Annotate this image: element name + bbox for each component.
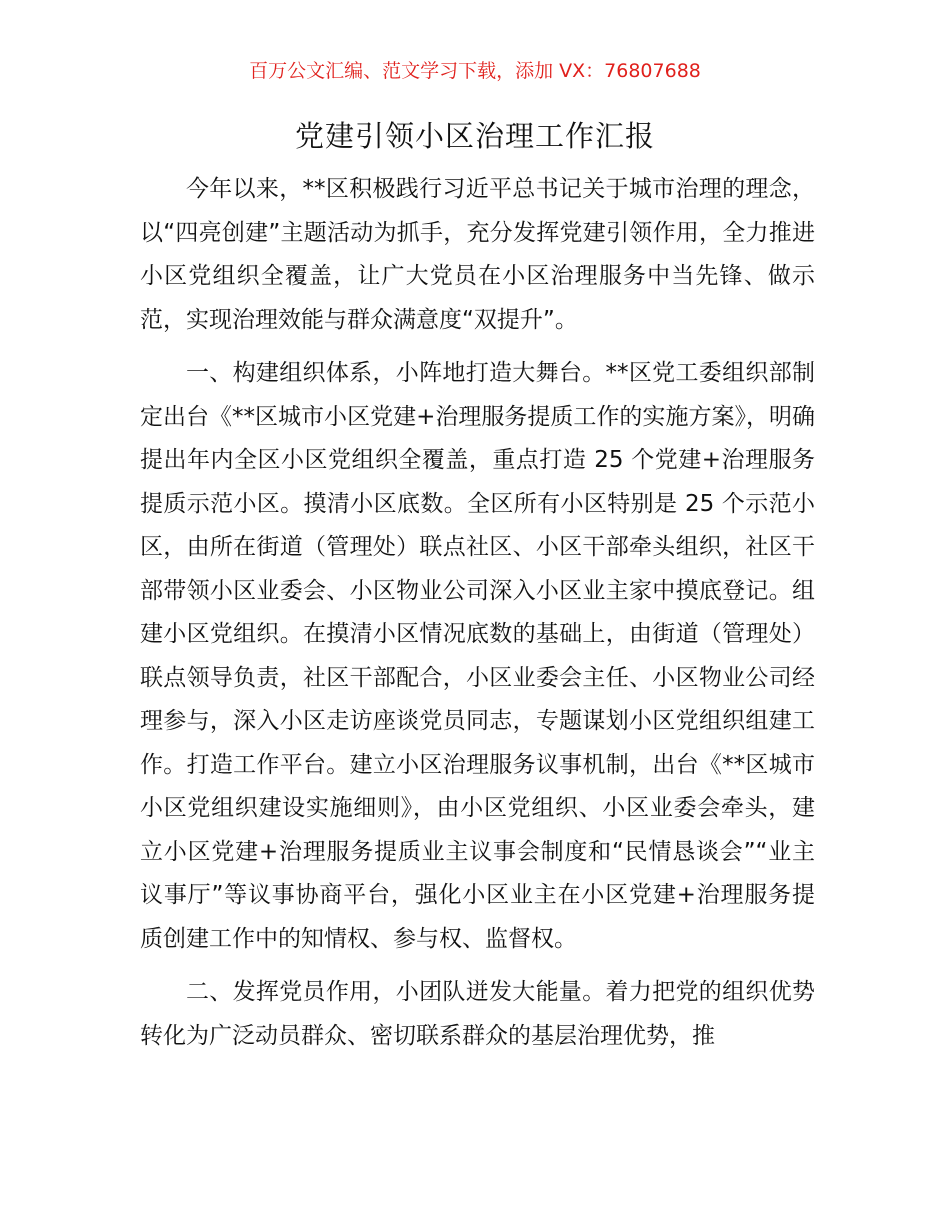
header-watermark-note: 百万公文汇编、范文学习下载，添加 VX：76807688 xyxy=(249,60,701,82)
paragraph-intro: 今年以来，**区积极践行习近平总书记关于城市治理的理念，以“四亮创建”主题活动为抓手，充分发挥党建引领作用，全力推进小区党组织全覆盖，让广大党员在小区治理服务中当先锋、做示范，实现治理效能与群众满意度“双提升”。 xyxy=(140,176,815,333)
document-body xyxy=(140,168,815,1058)
paragraph-section-one: 一、构建组织体系，小阵地打造大舞台。**区党工委组织部制定出台《**区城市小区党建+治理服务提质工作的实施方案》，明确提出年内全区小区党组织全覆盖，重点打造 25 个党建+治理服务提质示范小区。摸清小区底数。全区所有小区特别是 25 个示范小区，由所在街道（管理处）联点社区、小区干部牵头组织，社区干部带领小区业委会、小区物业公司深入小区业主家中摸底登记。组建小区党组织。在摸清小区情况底数的基础上，由街道（管理处）联点领导负责，社区干部配合，小区业委会主任、小区物业公司经理参与，深入小区走访座谈党员同志，专题谋划小区党组织组建工作。打造工作平台。建立小区治理服务议事机制，出台《**区城市小区党组织建设实施细则》，由小区党组织、小区业委会牵头，建立小区党建+治理服务提质业主议事会制度和“民情恳谈会”“业主议事厅”等议事协商平台，强化小区业主在小区党建+治理服务提质创建工作中的知情权、参与权、监督权。 xyxy=(140,360,815,952)
paragraph-section-two: 二、发挥党员作用，小团队迸发大能量。着力把党的组织优势转化为广泛动员群众、密切联系群众的基层治理优势，推 xyxy=(140,979,815,1049)
document-title: 党建引领小区治理工作汇报 xyxy=(294,119,655,153)
